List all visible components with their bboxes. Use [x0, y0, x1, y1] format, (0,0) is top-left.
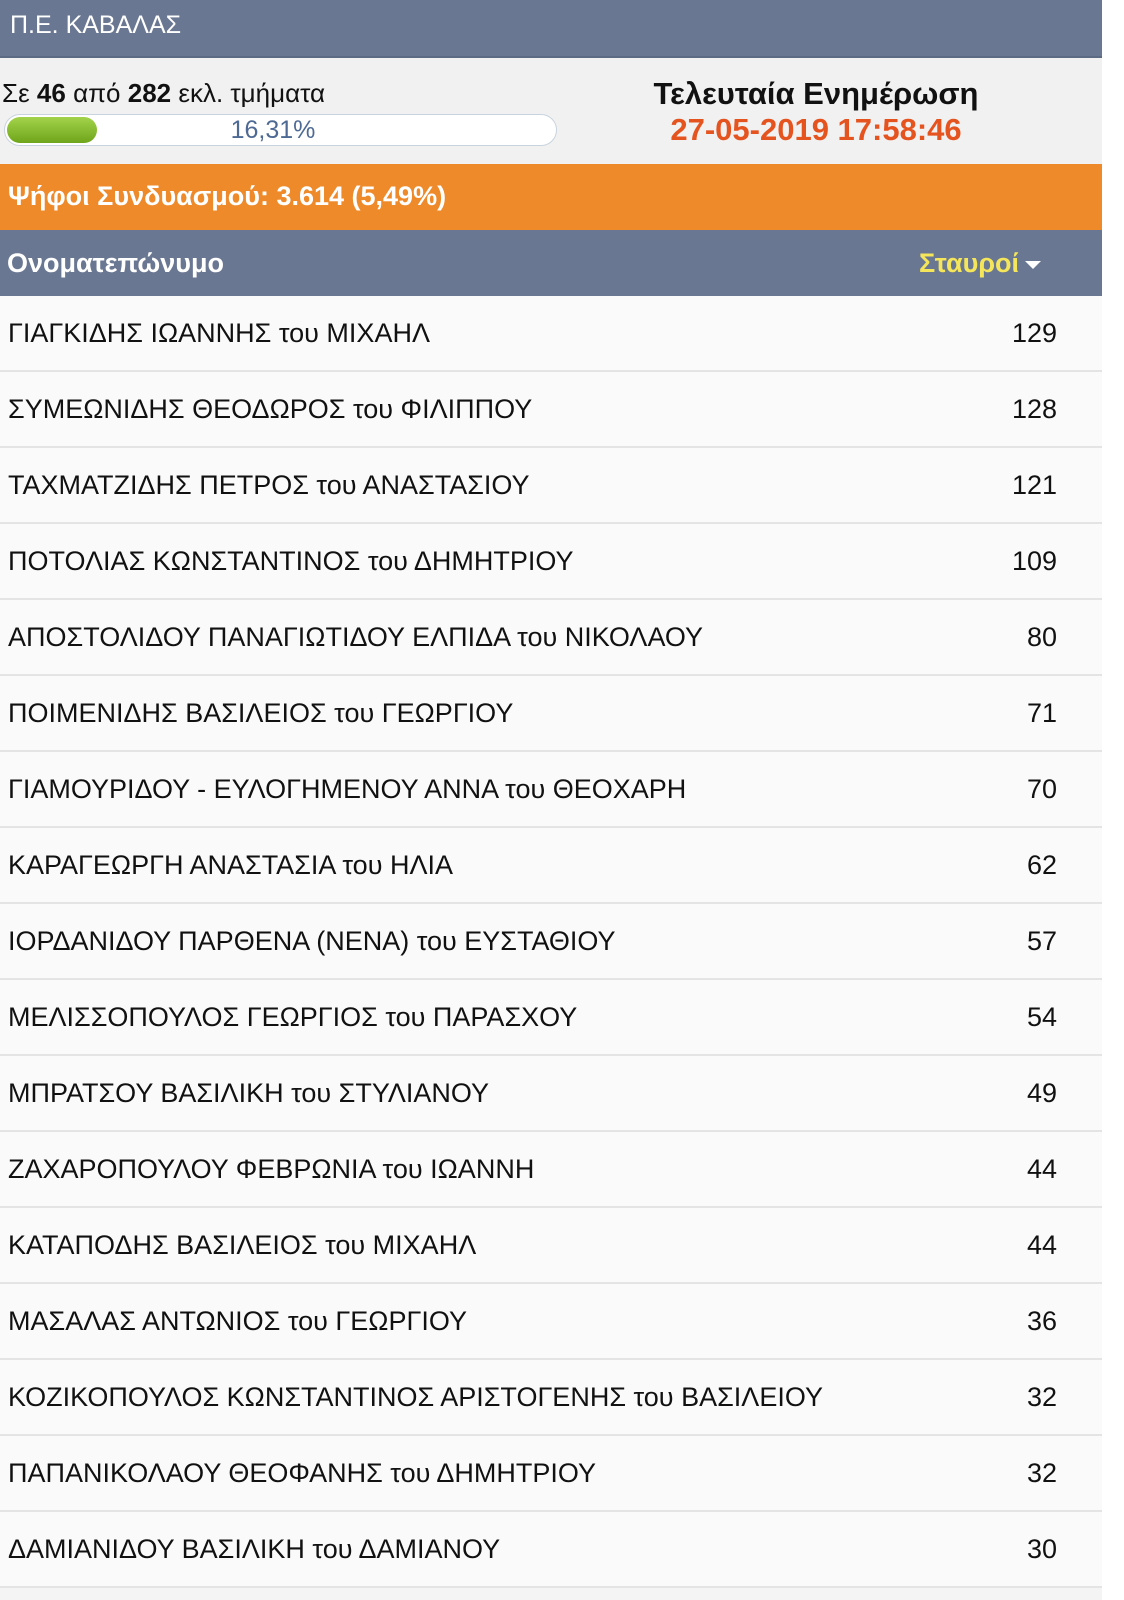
candidates-list [0, 296, 1102, 1588]
count-from-word: από [73, 78, 121, 108]
candidate-name: ΠΟΙΜΕΝΙΔΗΣ ΒΑΣΙΛΕΙΟΣ του ΓΕΩΡΓΙΟΥ [8, 698, 514, 728]
table-row [0, 1132, 1102, 1208]
table-row [0, 904, 1102, 980]
candidate-votes: 44 [1026, 1154, 1057, 1184]
count-suffix: εκλ. τμήματα [178, 78, 326, 108]
candidate-votes: 30 [1026, 1534, 1057, 1564]
total-precincts: 282 [127, 78, 172, 108]
candidate-votes: 54 [1026, 1002, 1057, 1032]
region-header [0, 0, 1102, 58]
candidate-name: ΜΕΛΙΣΣΟΠΟΥΛΟΣ ΓΕΩΡΓΙΟΣ του ΠΑΡΑΣΧΟΥ [8, 1002, 578, 1032]
region-title: Π.Ε. ΚΑΒΑΛΑΣ [10, 11, 182, 39]
table-row [0, 1512, 1102, 1588]
table-row [0, 980, 1102, 1056]
party-votes-text: Ψήφοι Συνδυασμού: 3.614 (5,49%) [8, 181, 447, 211]
candidate-votes: 32 [1026, 1458, 1057, 1488]
candidate-votes: 49 [1026, 1078, 1057, 1108]
table-row [0, 1284, 1102, 1360]
count-prefix: Σε [2, 78, 30, 108]
candidate-name: ΤΑΧΜΑΤΖΙΔΗΣ ΠΕΤΡΟΣ του ΑΝΑΣΤΑΣΙΟΥ [8, 470, 530, 500]
candidate-name: ΚΑΤΑΠΟΔΗΣ ΒΑΣΙΛΕΙΟΣ του ΜΙΧΑΗΛ [8, 1230, 477, 1260]
last-update [646, 76, 986, 148]
candidate-name: ΣΥΜΕΩΝΙΔΗΣ ΘΕΟΔΩΡΟΣ του ΦΙΛΙΠΠΟΥ [8, 394, 533, 424]
table-row [0, 524, 1102, 600]
candidate-name: ΚΟΖΙΚΟΠΟΥΛΟΣ ΚΩΝΣΤΑΝΤΙΝΟΣ ΑΡΙΣΤΟΓΕΝΗΣ του ΒΑΣΙΛΕΙΟΥ [8, 1382, 823, 1412]
table-row [0, 1436, 1102, 1512]
column-header-votes-label: Σταυροί [919, 248, 1020, 278]
candidate-votes: 62 [1026, 850, 1057, 880]
progress-bar [4, 114, 557, 146]
table-row [0, 752, 1102, 828]
candidate-votes: 121 [1011, 470, 1057, 500]
candidate-name: ΠΑΠΑΝΙΚΟΛΑΟΥ ΘΕΟΦΑΝΗΣ του ΔΗΜΗΤΡΙΟΥ [8, 1458, 597, 1488]
candidate-name: ΖΑΧΑΡΟΠΟΥΛΟΥ ΦΕΒΡΩΝΙΑ του ΙΩΑΝΝΗ [8, 1154, 535, 1184]
last-update-timestamp: 27-05-2019 17:58:46 [670, 112, 962, 147]
party-votes-banner [0, 164, 1102, 230]
candidate-votes: 128 [1011, 394, 1057, 424]
candidate-name: ΙΟΡΔΑΝΙΔΟΥ ΠΑΡΘΕΝΑ (ΝΕΝΑ) του ΕΥΣΤΑΘΙΟΥ [8, 926, 616, 956]
precincts-count [2, 78, 325, 109]
candidate-votes: 109 [1011, 546, 1057, 576]
table-row [0, 1056, 1102, 1132]
table-row [0, 600, 1102, 676]
candidate-votes: 36 [1026, 1306, 1057, 1336]
candidate-votes: 71 [1026, 698, 1057, 728]
candidate-votes: 80 [1026, 622, 1057, 652]
progress-percent: 16,31% [230, 116, 316, 144]
last-update-label: Τελευταία Ενημέρωση [653, 76, 979, 111]
table-row [0, 1360, 1102, 1436]
table-row [0, 372, 1102, 448]
candidate-name: ΠΟΤΟΛΙΑΣ ΚΩΝΣΤΑΝΤΙΝΟΣ του ΔΗΜΗΤΡΙΟΥ [8, 546, 574, 576]
table-row [0, 676, 1102, 752]
candidate-votes: 129 [1011, 318, 1057, 348]
candidate-votes: 57 [1026, 926, 1057, 956]
sort-desc-icon [1025, 261, 1041, 269]
column-header-votes-sort[interactable] [919, 230, 1041, 296]
candidate-name: ΚΑΡΑΓΕΩΡΓΗ ΑΝΑΣΤΑΣΙΑ του ΗΛΙΑ [8, 850, 454, 880]
table-header [0, 230, 1102, 296]
candidate-votes: 32 [1026, 1382, 1057, 1412]
stats-panel [0, 58, 1102, 164]
table-row [0, 828, 1102, 904]
table-row [0, 296, 1102, 372]
column-header-name: Ονοματεπώνυμο [7, 248, 224, 278]
candidate-name: ΔΑΜΙΑΝΙΔΟΥ ΒΑΣΙΛΙΚΗ του ΔΑΜΙΑΝΟΥ [8, 1534, 501, 1564]
candidate-name: ΓΙΑΜΟΥΡΙΔΟΥ - ΕΥΛΟΓΗΜΕΝΟΥ ΑΝΝΑ του ΘΕΟΧΑΡΗ [8, 774, 687, 804]
candidate-name: ΑΠΟΣΤΟΛΙΔΟΥ ΠΑΝΑΓΙΩΤΙΔΟΥ ΕΛΠΙΔΑ του ΝΙΚΟΛΑΟΥ [8, 622, 704, 652]
candidate-name: ΓΙΑΓΚΙΔΗΣ ΙΩΑΝΝΗΣ του ΜΙΧΑΗΛ [8, 318, 430, 348]
table-row [0, 1208, 1102, 1284]
candidate-name: ΜΠΡΑΤΣΟΥ ΒΑΣΙΛΙΚΗ του ΣΤΥΛΙΑΝΟΥ [8, 1078, 490, 1108]
table-row [0, 448, 1102, 524]
candidate-votes: 70 [1026, 774, 1057, 804]
counted-precincts: 46 [36, 78, 66, 108]
candidate-name: ΜΑΣΑΛΑΣ ΑΝΤΩΝΙΟΣ του ΓΕΩΡΓΙΟΥ [8, 1306, 467, 1336]
candidate-votes: 44 [1026, 1230, 1057, 1260]
right-margin [1102, 0, 1124, 1600]
